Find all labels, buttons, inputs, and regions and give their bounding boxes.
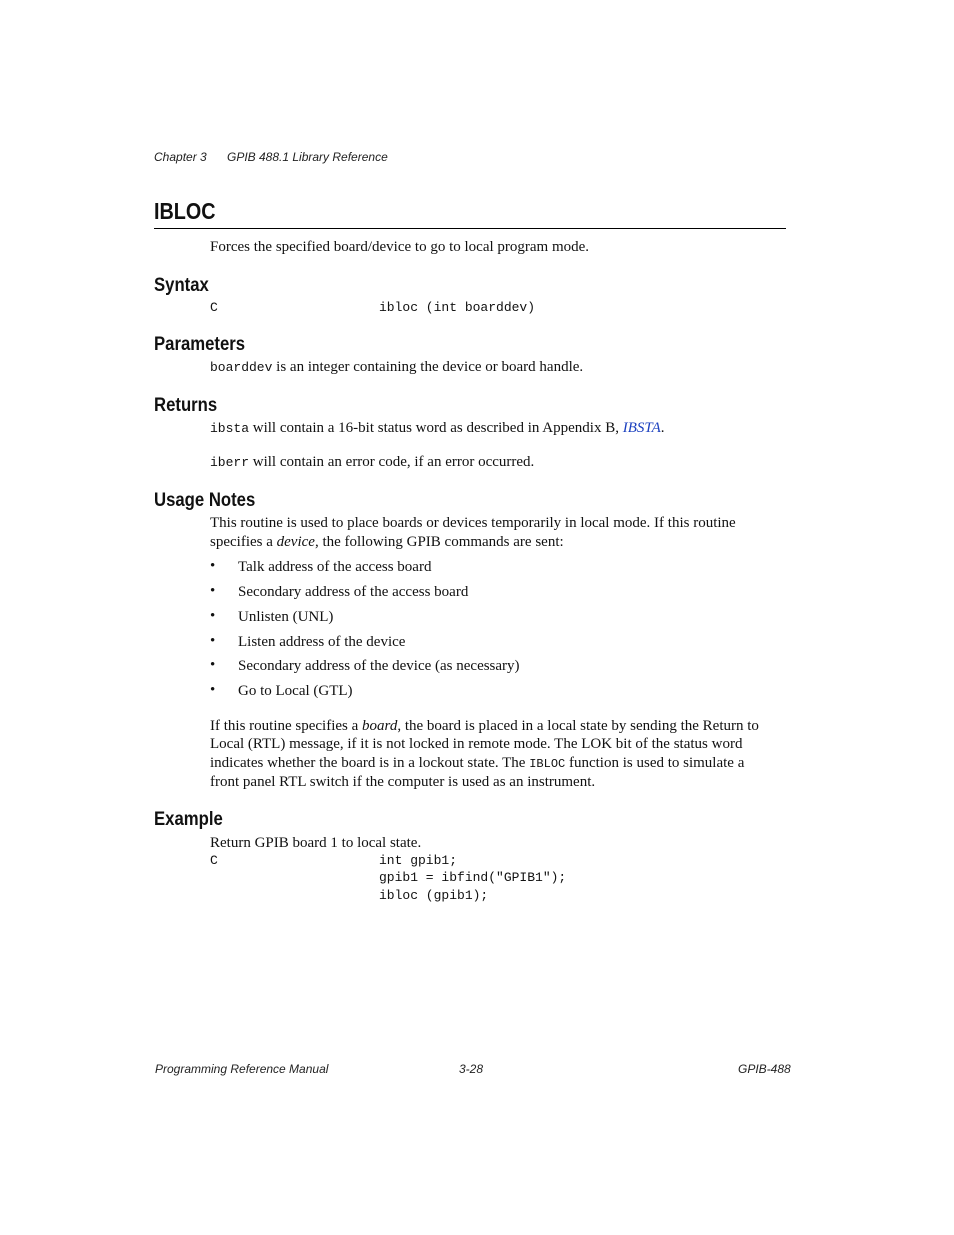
footer-right: GPIB-488 xyxy=(738,1062,791,1076)
returns-line-1 xyxy=(210,419,665,438)
bullet-dot: • xyxy=(210,657,216,673)
example-lang: C xyxy=(210,853,218,868)
usage-p2-line1 xyxy=(210,717,759,736)
ibsta-link[interactable]: IBSTA xyxy=(622,420,661,436)
bullet-dot: • xyxy=(210,682,216,698)
bullet-dot: • xyxy=(210,633,216,649)
usage-p1-b: specifies a xyxy=(210,534,277,550)
page-title: IBLOC xyxy=(154,198,216,224)
bullet-item-6: Go to Local (GTL) xyxy=(238,683,353,699)
returns-heading: Returns xyxy=(154,395,218,416)
ibloc-code: IBLOC xyxy=(529,757,566,771)
usage-p1-italic: device xyxy=(276,534,315,550)
syntax-heading: Syntax xyxy=(154,275,209,296)
usage-p2-line2: Local (RTL) message, if it is not locked in remote mode. The LOK bit of the status word xyxy=(210,736,743,752)
bullet-item-2: Secondary address of the access board xyxy=(238,584,469,600)
header-section: GPIB 488.1 Library Reference xyxy=(227,150,388,164)
syntax-code: ibloc (int boarddev) xyxy=(379,300,536,315)
returns-code-1: ibsta xyxy=(210,421,250,436)
usage-p1-line1: This routine is used to place boards or devices temporarily in local mode. If this routine xyxy=(210,515,736,531)
footer-left: Programming Reference Manual xyxy=(155,1062,329,1076)
usage-p2-italic: board xyxy=(362,718,398,734)
parameters-code: boarddev xyxy=(210,360,273,375)
parameters-line xyxy=(210,358,583,377)
bullet-item-3: Unlisten (UNL) xyxy=(238,609,334,625)
bullet-item-4: Listen address of the device xyxy=(238,634,406,650)
returns-line-2 xyxy=(210,453,534,472)
example-code-line-1: int gpib1; xyxy=(379,853,458,868)
parameters-text: is an integer containing the device or board handle. xyxy=(272,359,584,375)
usage-p1-c: , the following GPIB commands are sent: xyxy=(314,534,564,550)
bullet-dot: • xyxy=(210,558,216,574)
returns-end-1: . xyxy=(660,420,665,436)
footer-page-number: 3-28 xyxy=(459,1062,484,1076)
returns-code-2: iberr xyxy=(210,455,250,470)
usage-heading: Usage Notes xyxy=(154,490,256,511)
returns-text-1: will contain a 16-bit status word as described in Appendix B, xyxy=(249,420,623,436)
title-rule xyxy=(154,228,786,229)
example-text: Return GPIB board 1 to local state. xyxy=(210,835,422,851)
example-heading: Example xyxy=(154,809,223,830)
bullet-item-1: Talk address of the access board xyxy=(238,559,432,575)
example-code-line-2: gpib1 = ibfind("GPIB1"); xyxy=(379,870,567,885)
parameters-heading: Parameters xyxy=(154,334,246,355)
usage-p2-l3-b: function is used to simulate a xyxy=(565,755,745,771)
bullet-dot: • xyxy=(210,608,216,624)
usage-p2-b: , the board is placed in a local state by sending the Return to xyxy=(397,718,759,734)
usage-p2-a: If this routine specifies a xyxy=(210,718,363,734)
header-chapter: Chapter 3 xyxy=(154,150,207,164)
example-code-line-3: ibloc (gpib1); xyxy=(379,888,489,903)
usage-p2-line4: front panel RTL switch if the computer is used as an instrument. xyxy=(210,774,596,790)
usage-p2-line3 xyxy=(210,754,744,774)
usage-p2-l3-a: indicates whether the board is in a lockout state. The xyxy=(210,755,530,771)
bullet-dot: • xyxy=(210,583,216,599)
syntax-lang: C xyxy=(210,300,218,315)
intro-text: Forces the specified board/device to go to local program mode. xyxy=(210,239,590,255)
bullet-item-5: Secondary address of the device (as necessary) xyxy=(238,658,520,674)
returns-text-2: will contain an error code, if an error occurred. xyxy=(249,454,535,470)
usage-p1-line2 xyxy=(210,533,564,552)
